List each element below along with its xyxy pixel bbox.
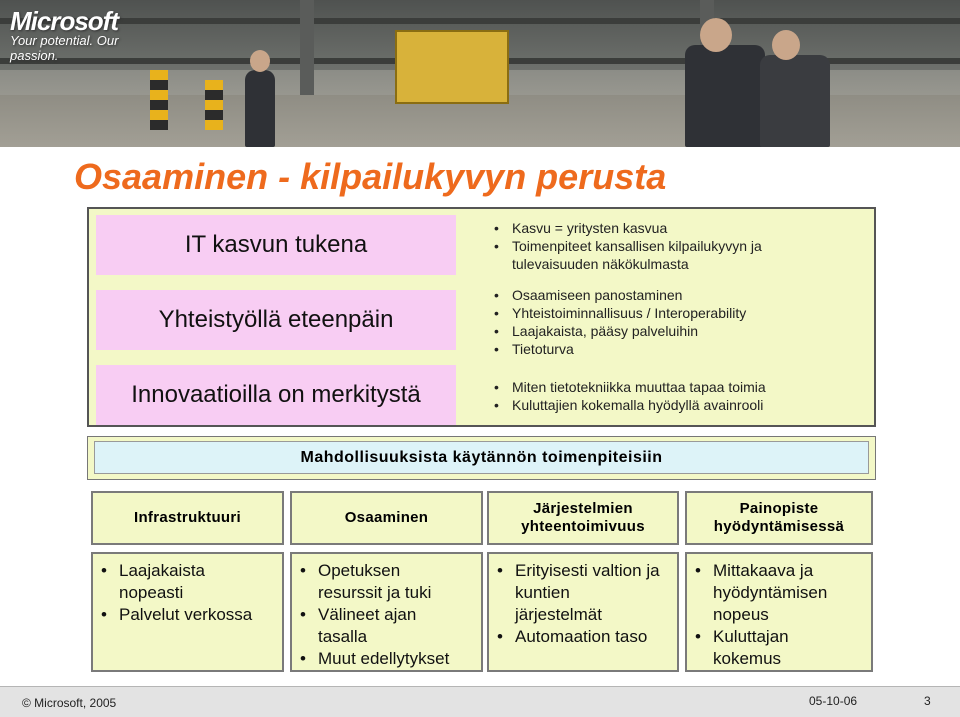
list-item: • Muut edellytykset: [318, 648, 475, 670]
logo-tagline: Your potential. Our passion.: [10, 33, 119, 63]
list-item: • Kasvu = yritysten kasvua: [494, 219, 762, 237]
theme-bullets-it-growth: [494, 219, 762, 273]
logo-brand: Microsoft: [10, 6, 118, 36]
column-header-infrastructure: Infrastruktuuri: [91, 491, 284, 545]
list-item: • Erityisesti valtion ja kuntien järjestelmät: [515, 560, 671, 626]
theme-box-cooperation: Yhteistyöllä eteenpäin: [96, 290, 456, 350]
slide-date: 05-10-06: [809, 694, 858, 708]
list-item: • Osaamiseen panostaminen: [494, 286, 746, 304]
copyright-text: © Microsoft, 2005: [22, 696, 117, 710]
microsoft-logo: [10, 6, 170, 63]
list-item: • Palvelut verkossa: [119, 604, 276, 626]
list-item: • Välineet ajan tasalla: [318, 604, 475, 648]
theme-box-it-growth: IT kasvun tukena: [96, 215, 456, 275]
theme-bullets-innovation: [494, 378, 766, 414]
list-item: • Yhteistoiminnallisuus / Interoperability: [494, 304, 746, 322]
list-item: • Laajakaista, pääsy palveluihin: [494, 322, 746, 340]
list-item: • Laajakaista nopeasti: [119, 560, 276, 604]
middle-heading: Mahdollisuuksista käytännön toimenpiteisiin: [94, 441, 869, 474]
list-item: • Miten tietotekniikka muuttaa tapaa toimia: [494, 378, 766, 396]
slide-footer: [0, 686, 960, 717]
page-number: 3: [924, 694, 931, 708]
theme-bullets-cooperation: [494, 286, 746, 358]
column-body-infrastructure: [91, 552, 284, 672]
list-item: • Toimenpiteet kansallisen kilpailukyvyn ja tulevaisuuden näkökulmasta: [494, 237, 762, 273]
slide-title: Osaaminen - kilpailukyvyn perusta: [74, 156, 667, 197]
list-item: • Opetuksen resurssit ja tuki: [318, 560, 475, 604]
list-item: • Kuluttajan kokemus: [713, 626, 865, 670]
list-item: • Mittakaava ja hyödyntämisen nopeus: [713, 560, 865, 626]
column-header-focus: Painopiste hyödyntämisessä: [685, 491, 873, 545]
list-item: • Tietoturva: [494, 340, 746, 358]
header-banner-photo: [0, 0, 960, 147]
column-body-focus: [685, 552, 873, 672]
list-item: • Automaation taso: [515, 626, 671, 648]
column-body-competence: [290, 552, 483, 672]
list-item: • Kuluttajien kokemalla hyödyllä avainrooli: [494, 396, 766, 414]
theme-box-innovation: Innovaatioilla on merkitystä: [96, 365, 456, 425]
column-header-competence: Osaaminen: [290, 491, 483, 545]
column-header-interoperability: Järjestelmien yhteentoimivuus: [487, 491, 679, 545]
column-body-interoperability: [487, 552, 679, 672]
